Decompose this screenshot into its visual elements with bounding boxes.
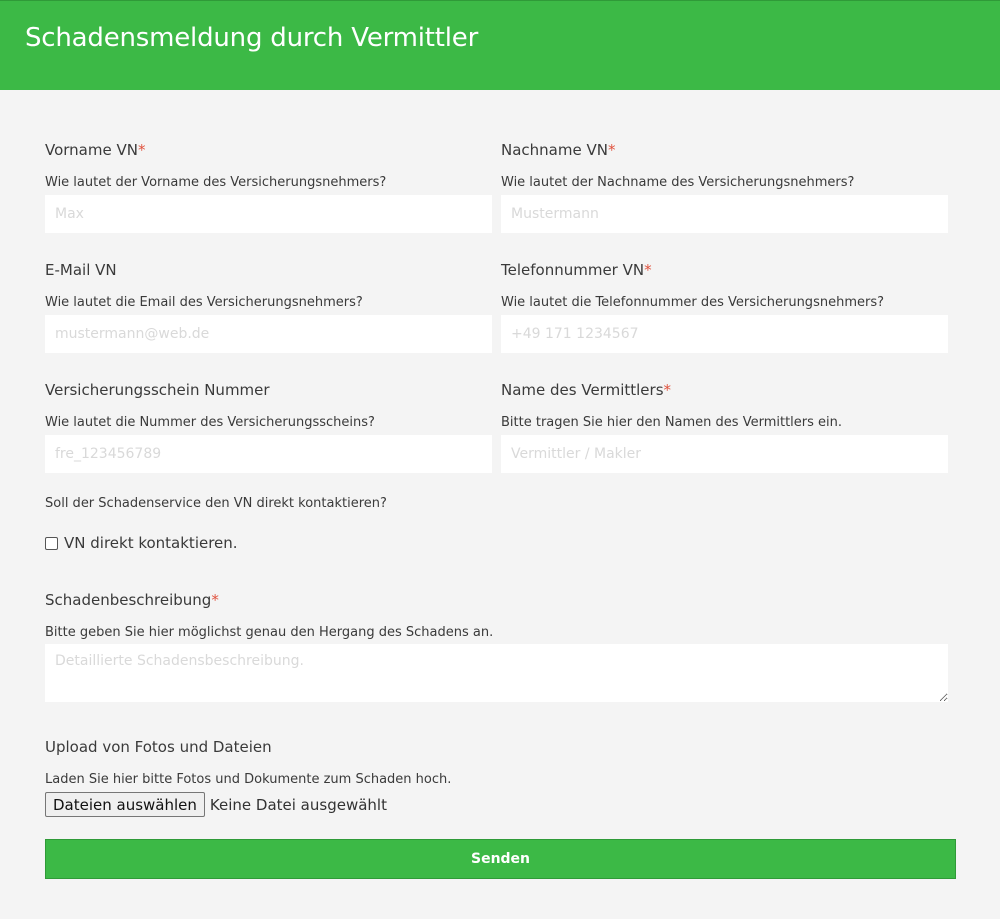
- vermittler-help: Bitte tragen Sie hier den Namen des Vermittlers ein.: [501, 415, 843, 430]
- upload-label: Upload von Fotos und Dateien: [45, 738, 272, 756]
- email-input[interactable]: [45, 315, 492, 353]
- required-marker: *: [137, 141, 146, 159]
- vermittler-input[interactable]: [501, 435, 948, 473]
- email-help: Wie lautet die Email des Versicherungsnehmers?: [45, 295, 363, 310]
- beschreibung-label: Schadenbeschreibung*: [45, 591, 219, 609]
- telefon-input[interactable]: [501, 315, 948, 353]
- vorname-help: Wie lautet der Vorname des Versicherungsnehmers?: [45, 175, 387, 190]
- nachname-help: Wie lautet der Nachname des Versicherungsnehmers?: [501, 175, 855, 190]
- versicherungsschein-help: Wie lautet die Nummer des Versicherungsscheins?: [45, 415, 375, 430]
- versicherungsschein-input[interactable]: [45, 435, 492, 473]
- beschreibung-textarea[interactable]: [45, 644, 948, 702]
- nachname-input[interactable]: [501, 195, 948, 233]
- required-marker: *: [644, 261, 652, 279]
- choose-files-button[interactable]: Dateien auswählen: [45, 792, 205, 817]
- kontakt-checkbox-label[interactable]: VN direkt kontaktieren.: [64, 534, 238, 552]
- kontakt-help: Soll der Schadenservice den VN direkt kontaktieren?: [45, 496, 387, 511]
- file-upload: [45, 792, 387, 817]
- versicherungsschein-label: Versicherungsschein Nummer: [45, 381, 270, 399]
- email-label: E-Mail VN: [45, 261, 117, 279]
- submit-button[interactable]: Senden: [45, 839, 956, 879]
- telefon-label: Telefonnummer VN*: [501, 261, 652, 279]
- required-marker: *: [211, 591, 219, 609]
- required-marker: *: [607, 141, 616, 159]
- kontakt-checkbox[interactable]: [45, 537, 58, 550]
- telefon-help: Wie lautet die Telefonnummer des Versicherungsnehmers?: [501, 295, 884, 310]
- required-marker: *: [663, 381, 672, 399]
- upload-help: Laden Sie hier bitte Fotos und Dokumente zum Schaden hoch.: [45, 772, 452, 787]
- vorname-input[interactable]: [45, 195, 492, 233]
- vorname-label: Vorname VN*: [45, 141, 146, 159]
- vermittler-label: Name des Vermittlers*: [501, 381, 672, 399]
- beschreibung-help: Bitte geben Sie hier möglichst genau den Hergang des Schadens an.: [45, 625, 494, 640]
- file-status: Keine Datei ausgewählt: [209, 795, 387, 814]
- kontakt-checkbox-row[interactable]: [45, 534, 238, 552]
- nachname-label: Nachname VN*: [501, 141, 616, 159]
- page-title: Schadensmeldung durch Vermittler: [25, 23, 479, 53]
